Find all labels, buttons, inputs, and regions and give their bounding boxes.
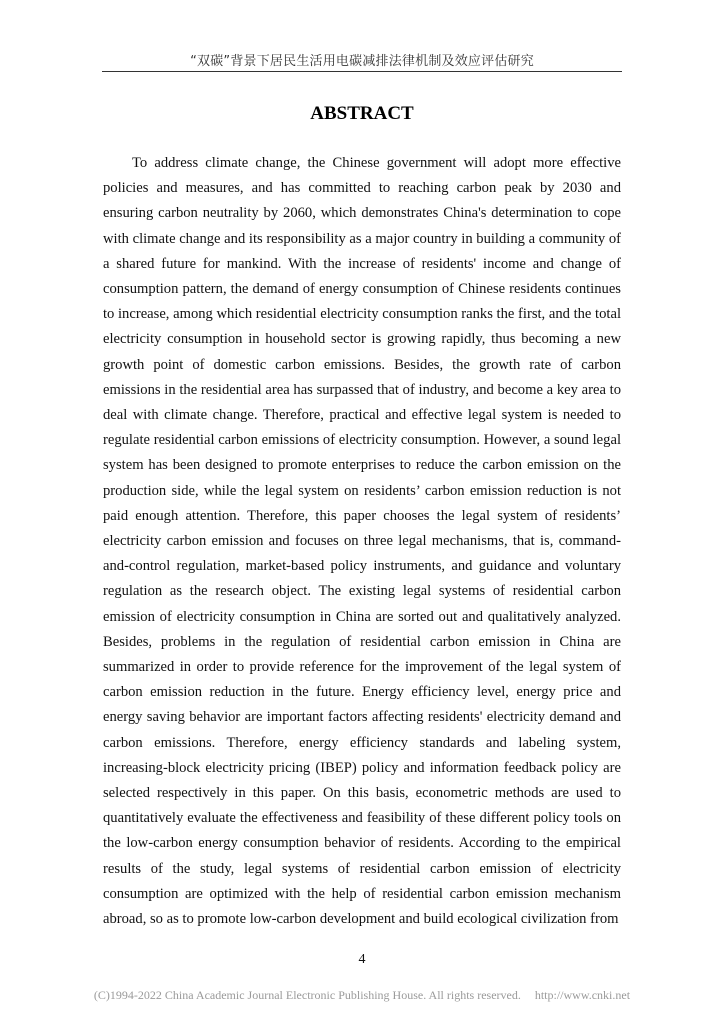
copyright-notice: (C)1994-2022 China Academic Journal Electronic Publishing House. All rights reserved. — [93, 988, 521, 1002]
footer — [0, 988, 724, 1003]
running-header: “双碳”背景下居民生活用电碳减排法律机制及效应评估研究 — [190, 54, 534, 69]
page-number: 4 — [358, 952, 366, 967]
footer-url[interactable]: http://www.cnki.net — [534, 988, 631, 1002]
header-rule — [102, 71, 622, 72]
abstract-body: To address climate change, the Chinese government will adopt more effective policies and measures, and has committed to reaching carbon peak by 2030 and ensuring carbon neutrality by 2060, which demonstrates China's determination to cope with climate change and its responsibility as a major country in building a community of a shared future for mankind. With the increase of residents' income and change of consumption pattern, the demand of energy consumption of Chinese residents continues to increase, among which residential electricity consumption ranks the first, and the total electricity consumption in household sector is growing rapidly, thus becoming a new growth point of domestic carbon emissions. Besides, the growth rate of carbon emissions in the residential area has surpassed that of industry, and become a key area to deal with climate change. Therefore, practical and effective legal system is needed to regulate residential carbon emissions of electricity consumption. However, a sound legal system has been designed to promote enterprises to reduce the carbon emission on the production side, while the legal system on residents’ carbon emission reduction is not paid enough attention. Therefore, this paper chooses the legal system of residents’ electricity carbon emission and focuses on three legal mechanisms, that is, command-and-control regulation, market-based policy instruments, and guidance and voluntary regulation as the research object. The existing legal systems of residential carbon emission of electricity consumption in China are sorted out and qualitatively analyzed. Besides, problems in the regulation of residential carbon emission in China are summarized in order to provide reference for the improvement of the legal system of carbon emission reduction in the future. Energy efficiency level, energy price and energy saving behavior are important factors affecting residents' electricity demand and carbon emissions. Therefore, energy efficiency standards and labeling system, increasing-block electricity pricing (IBEP) policy and information feedback policy are selected respectively in this paper. On this basis, econometric methods are used to quantitatively evaluate the effectiveness and feasibility of these different policy tools on the low-carbon energy consumption behavior of residents. According to the empirical results of the study, legal systems of residential carbon emission of electricity consumption are optimized with the help of residential carbon emission mechanism abroad, so as to promote low-carbon development and build ecological civilization from — [103, 155, 621, 928]
section-title: ABSTRACT — [310, 103, 414, 124]
